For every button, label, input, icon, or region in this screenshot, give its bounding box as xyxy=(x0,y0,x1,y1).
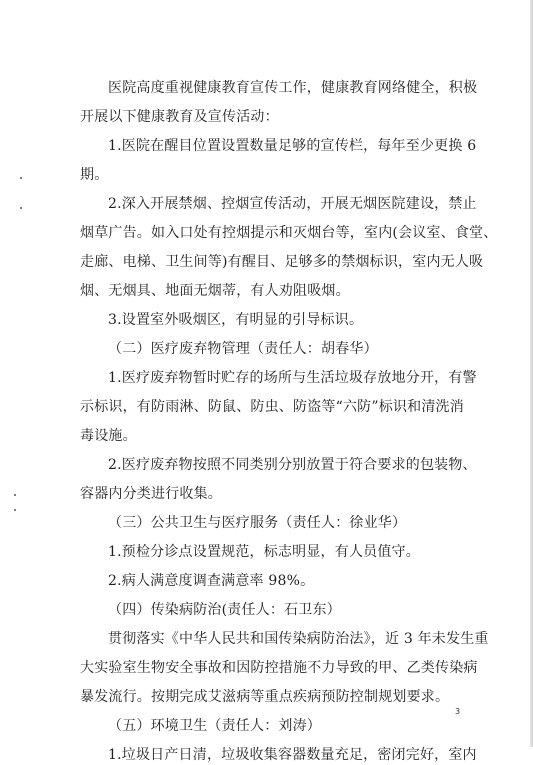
binding-hole-mark xyxy=(20,207,22,209)
list-item-2-line: 烟、无烟具、地面无烟蒂，有人劝阻吸烟。 xyxy=(80,283,350,299)
list-item-2-line: 2.深入开展禁烟、控烟宣传活动，开展无烟医院建设，禁止 xyxy=(108,196,477,212)
medical-waste-item-1-line: 示标识，有防雨淋、防鼠、防虫、防盗等“六防”标识和清洗消 xyxy=(80,399,464,415)
public-health-item-2: 2.病人满意度调查满意率 98%。 xyxy=(108,573,315,589)
paragraph-intro-line: 开展以下健康教育及宣传活动： xyxy=(80,109,279,125)
list-item-3-line: 3.设置室外吸烟区，有明显的引导标识。 xyxy=(108,312,364,328)
infectious-disease-line: 大实验室生物安全事故和因防控措施不力导致的甲、乙类传染病 xyxy=(80,660,478,676)
list-item-1-line: 1.医院在醒目位置设置数量足够的宣传栏，每年至少更换 6 xyxy=(108,138,477,154)
medical-waste-item-1-line: 1.医疗废弃物暂时贮存的场所与生活垃圾存放地分开，有警 xyxy=(108,370,477,386)
list-item-2-line: 走廊、电梯、卫生间等)有醒目、足够多的禁烟标识，室内无人吸 xyxy=(80,254,484,270)
section-heading-infectious-disease: （四）传染病防治(责任人：石卫东） xyxy=(108,602,341,618)
list-item-2-line: 烟草广告。如入口处有控烟提示和灭烟台等，室内(会议室、食堂、 xyxy=(80,225,498,241)
paragraph-intro-line: 医院高度重视健康教育宣传工作，健康教育网络健全，积极 xyxy=(108,80,478,96)
binding-hole-mark xyxy=(20,177,22,179)
list-item-1-line: 期。 xyxy=(80,167,109,183)
section-heading-public-health: （三）公共卫生与医疗服务（责任人：徐业华） xyxy=(108,515,407,531)
medical-waste-item-1-line: 毒设施。 xyxy=(80,428,137,444)
public-health-item-1: 1.预检分诊点设置规范，标志明显，有人员值守。 xyxy=(108,544,420,560)
binding-hole-mark xyxy=(14,509,16,511)
section-heading-environment: （五）环境卫生（责任人：刘涛） xyxy=(108,718,321,734)
binding-hole-mark xyxy=(14,494,16,496)
infectious-disease-line: 贯彻落实《中华人民共和国传染病防治法》，近 3 年未发生重 xyxy=(108,631,489,647)
medical-waste-item-2-line: 2.医疗废弃物按照不同类别分别放置于符合要求的包装物、 xyxy=(108,457,477,473)
section-heading-medical-waste: （二）医疗废弃物管理（责任人：胡春华） xyxy=(108,341,378,357)
environment-item-1-line: 1.垃圾日产日清，垃圾收集容器数量充足，密闭完好，室内 xyxy=(108,747,477,763)
medical-waste-item-2-line: 容器内分类进行收集。 xyxy=(80,486,222,502)
page-number: 3 xyxy=(455,707,461,716)
infectious-disease-line: 暴发流行。按期完成艾滋病等重点疾病预防控制规划要求。 xyxy=(80,689,450,705)
